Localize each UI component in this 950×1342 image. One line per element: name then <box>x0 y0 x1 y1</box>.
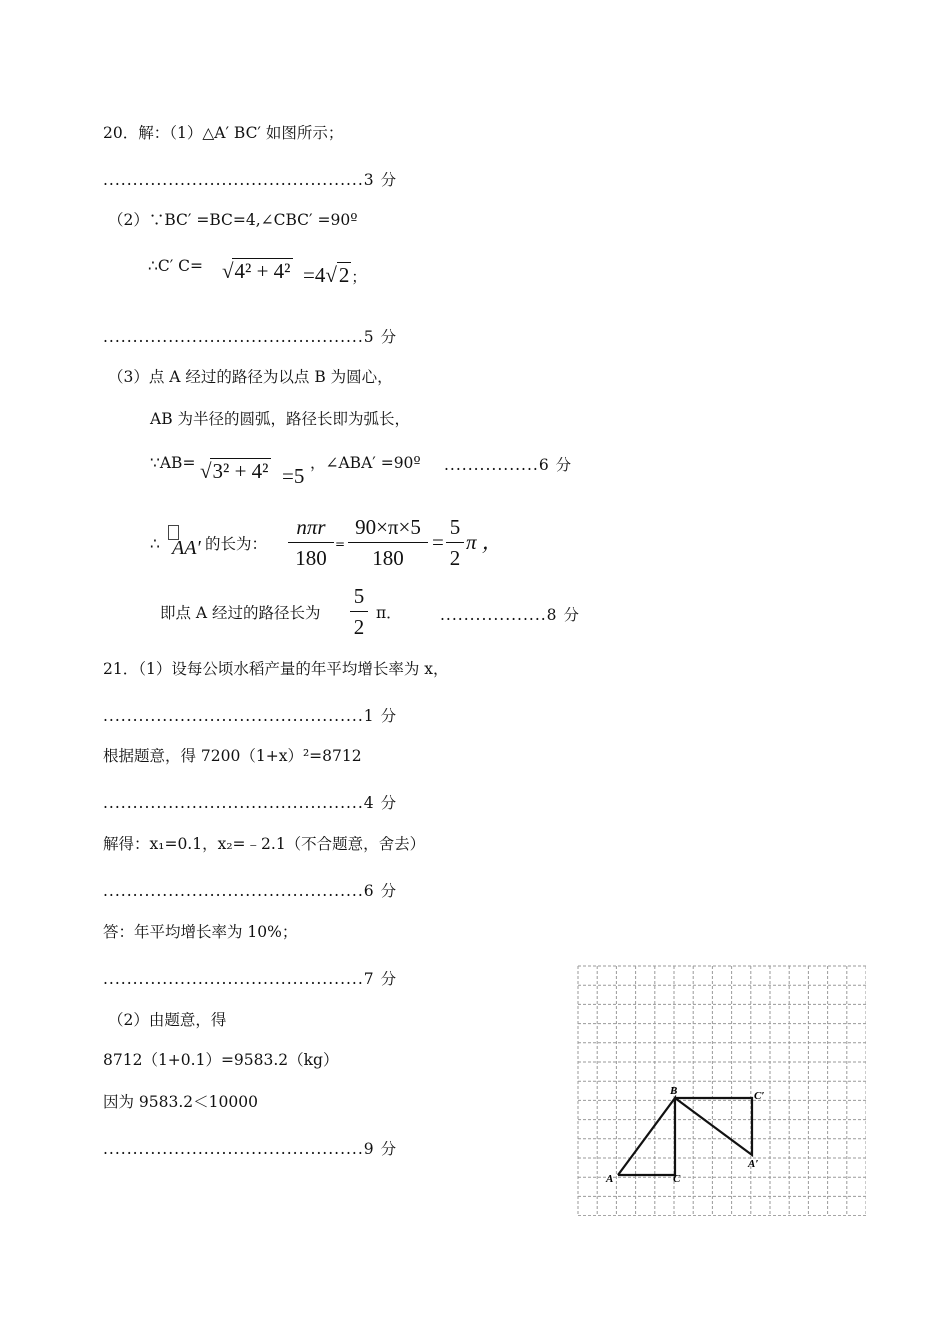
q21-score-4: ............................................4 分 <box>103 794 398 812</box>
q20-line6-angle: ，∠ABA′ =90º <box>310 454 421 472</box>
q20-score-3: ............................................3 分 <box>103 171 398 189</box>
q21-score-1: ............................................1 分 <box>103 707 398 725</box>
q21-score-9: ............................................9 分 <box>103 1140 398 1158</box>
fraction-90pi5-180: 90×π×5 180 <box>348 514 428 571</box>
q20-line1: 20．解：（1）△A′ BC′ 如图所示； <box>103 124 344 142</box>
label-A: A <box>606 1173 614 1185</box>
q21-score-6: ............................................6 分 <box>103 882 398 900</box>
sqrt-expression-2: √3² + 4² <box>200 458 271 484</box>
fraction-5-2-path: 5 2 <box>350 583 368 640</box>
sqrt-expression-1: √4² + 4² <box>222 258 293 284</box>
triangle-abc <box>618 1098 675 1175</box>
equals-large: = <box>432 530 444 554</box>
q21-line7: 因为 9583.2＜10000 <box>103 1093 258 1111</box>
q20-line6-result: =5 <box>282 464 305 488</box>
q21-line1: 21．（1）设每公顷水稻产量的年平均增长率为 x， <box>103 660 449 678</box>
label-C-prime: C′ <box>754 1090 765 1102</box>
q20-line8-tail: π． <box>376 604 402 622</box>
q20-line7-text: 的长为： <box>205 535 268 553</box>
q20-line3-result: =4√2 ； <box>303 263 367 287</box>
q20-line7: ∴ <box>150 535 160 553</box>
q20-score-6: ................6 分 <box>444 456 573 474</box>
pi-tail: π ， <box>466 530 503 554</box>
label-B: B <box>670 1085 678 1097</box>
rotation-figure <box>576 964 866 1216</box>
q21-line2: 根据题意，得 7200（1+x）²=8712 <box>103 747 362 765</box>
fraction-npir-180: nπr 180 <box>288 514 334 571</box>
q20-line2: （2）∵BC′ =BC=4,∠CBC′ =90º <box>108 211 358 229</box>
fraction-5-2-pi: 5 2 <box>446 514 464 571</box>
grid-lines <box>578 966 866 1216</box>
q20-line8: 即点 A 经过的路径长为 <box>160 604 321 622</box>
q20-line4: （3）点 A 经过的路径为以点 B 为圆心， <box>108 368 393 386</box>
triangle-a1bc1 <box>675 1098 752 1155</box>
q20-line3: ∴C′ C= <box>148 257 204 275</box>
label-C: C <box>673 1173 681 1185</box>
q20-score-8: ..................8 分 <box>440 606 580 624</box>
q20-line6: ∵AB= <box>150 454 196 472</box>
arc-label: AA′ <box>172 537 201 559</box>
q21-line6: 8712（1+0.1）=9583.2（kg） <box>103 1051 339 1069</box>
q21-score-7: ............................................7 分 <box>103 970 398 988</box>
q21-line3: 解得：x₁=0.1，x₂=﹣2.1（不合题意，舍去） <box>103 835 426 853</box>
q20-score-5: ............................................5 分 <box>103 328 398 346</box>
label-A-prime: A′ <box>748 1158 759 1170</box>
q20-line5: AB 为半径的圆弧，路径长即为弧长， <box>150 410 411 428</box>
equals-small: = <box>335 537 346 551</box>
q21-line5: （2）由题意，得 <box>108 1011 227 1029</box>
q21-line4: 答：年平均增长率为 10%； <box>103 923 298 941</box>
